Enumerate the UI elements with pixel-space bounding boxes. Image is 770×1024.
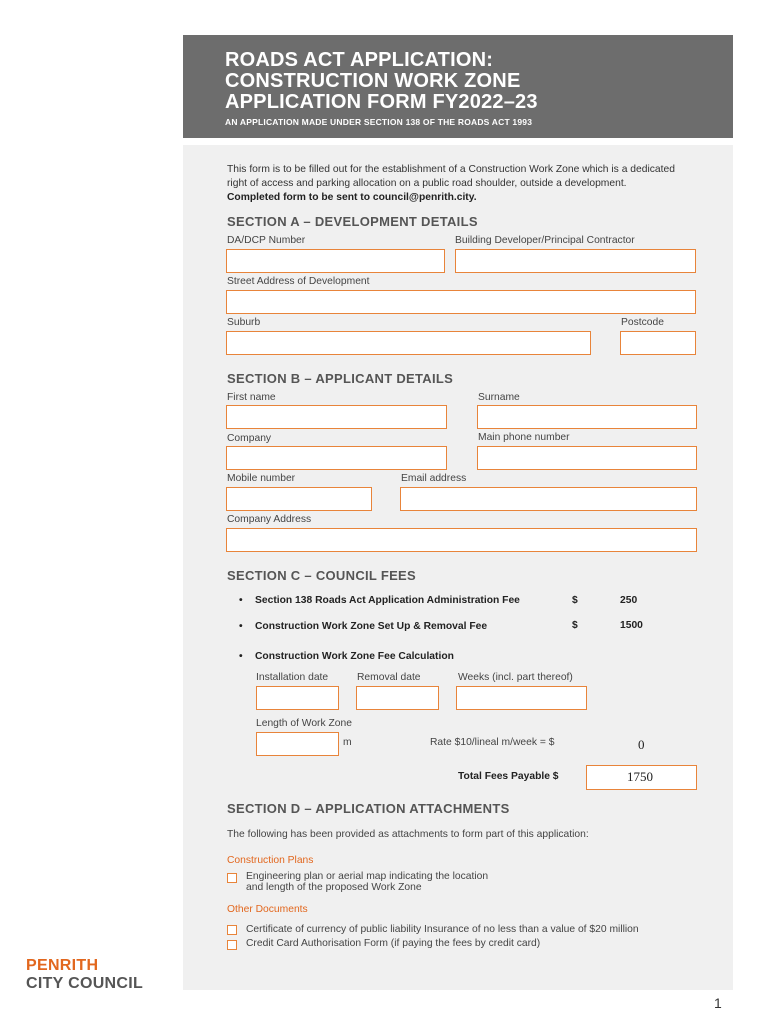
fee-admin-currency: $: [572, 595, 578, 606]
mobile-input[interactable]: [226, 487, 372, 511]
company-address-label: Company Address: [227, 514, 312, 525]
rate-label: Rate $10/lineal m/week = $: [430, 737, 555, 748]
first-name-label: First name: [227, 392, 276, 403]
mobile-label: Mobile number: [227, 473, 296, 484]
da-number-label: DA/DCP Number: [227, 235, 306, 246]
installation-date-input[interactable]: [256, 686, 339, 710]
length-unit: m: [343, 737, 352, 748]
street-address-label: Street Address of Development: [227, 276, 370, 287]
rate-value: 0: [638, 737, 645, 752]
title-line-1: ROADS ACT APPLICATION:: [225, 49, 494, 71]
insurance-certificate-label: Certificate of currency of public liability Insurance of no less than a value of $20 million: [246, 924, 639, 935]
surname-label: Surname: [478, 392, 520, 403]
page-number: 1: [714, 995, 722, 1011]
section-c-title: SECTION C – COUNCIL FEES: [227, 568, 416, 583]
engineering-plan-checkbox[interactable]: [227, 873, 237, 883]
weeks-label: Weeks (incl. part thereof): [458, 672, 573, 683]
postcode-label: Postcode: [621, 317, 664, 328]
company-input[interactable]: [226, 446, 447, 470]
da-number-input[interactable]: [226, 249, 445, 273]
length-input[interactable]: [256, 732, 339, 756]
engineering-plan-label: [246, 871, 488, 893]
intro-submit-note: Completed form to be sent to council@penrith.city.: [227, 192, 477, 203]
total-fees-value: 1750: [627, 769, 653, 784]
engineering-plan-line-1: Engineering plan or aerial map indicating the location: [246, 871, 489, 882]
credit-card-form-label: Credit Card Authorisation Form (if paying the fees by credit card): [246, 938, 541, 949]
postcode-input[interactable]: [620, 331, 696, 355]
company-label: Company: [227, 433, 272, 444]
credit-card-form-checkbox[interactable]: [227, 940, 237, 950]
fee-admin-amount: 250: [620, 595, 638, 606]
company-address-input[interactable]: [226, 528, 697, 552]
main-phone-input[interactable]: [477, 446, 697, 470]
suburb-label: Suburb: [227, 317, 261, 328]
removal-date-label: Removal date: [357, 672, 421, 683]
form-title: [225, 50, 725, 113]
other-documents-heading: Other Documents: [227, 904, 308, 915]
council-logo-line-1: PENRITH: [26, 957, 99, 974]
email-label: Email address: [401, 473, 467, 484]
section-d-title: SECTION D – APPLICATION ATTACHMENTS: [227, 801, 510, 816]
fee-calc-label: • Construction Work Zone Fee Calculation: [255, 651, 454, 662]
fee-setup-label: • Construction Work Zone Set Up & Removal Fee: [255, 621, 487, 632]
section-b-title: SECTION B – APPLICANT DETAILS: [227, 371, 454, 386]
total-fees-label: Total Fees Payable $: [458, 771, 559, 782]
developer-input[interactable]: [455, 249, 696, 273]
removal-date-input[interactable]: [356, 686, 439, 710]
email-input[interactable]: [400, 487, 697, 511]
developer-label: Building Developer/Principal Contractor: [455, 235, 635, 246]
street-address-input[interactable]: [226, 290, 696, 314]
weeks-input[interactable]: [456, 686, 587, 710]
fee-setup-amount: 1500: [620, 620, 643, 631]
suburb-input[interactable]: [226, 331, 591, 355]
title-line-2: CONSTRUCTION WORK ZONE: [225, 70, 521, 92]
installation-date-label: Installation date: [256, 672, 329, 683]
title-line-3: APPLICATION FORM FY2022–23: [225, 91, 538, 113]
section-a-title: SECTION A – DEVELOPMENT DETAILS: [227, 214, 478, 229]
fee-setup-currency: $: [572, 620, 578, 631]
insurance-certificate-checkbox[interactable]: [227, 925, 237, 935]
attachments-intro: The following has been provided as attachments to form part of this application:: [227, 829, 589, 840]
main-phone-label: Main phone number: [478, 432, 570, 443]
intro-text: [227, 163, 677, 205]
fee-admin-label: • Section 138 Roads Act Application Administration Fee: [255, 595, 520, 606]
length-label: Length of Work Zone: [256, 718, 352, 729]
council-logo-line-2: CITY COUNCIL: [26, 975, 144, 992]
first-name-input[interactable]: [226, 405, 447, 429]
surname-input[interactable]: [477, 405, 697, 429]
intro-body: This form is to be filled out for the establishment of a Construction Work Zone which is a dedicated right of access and parking allocation on a public road shoulder, outside a development.: [227, 164, 675, 189]
form-subtitle: AN APPLICATION MADE UNDER SECTION 138 OF THE ROADS ACT 1993: [225, 117, 533, 127]
construction-plans-heading: Construction Plans: [227, 855, 314, 866]
engineering-plan-line-2: and length of the proposed Work Zone: [246, 882, 422, 893]
